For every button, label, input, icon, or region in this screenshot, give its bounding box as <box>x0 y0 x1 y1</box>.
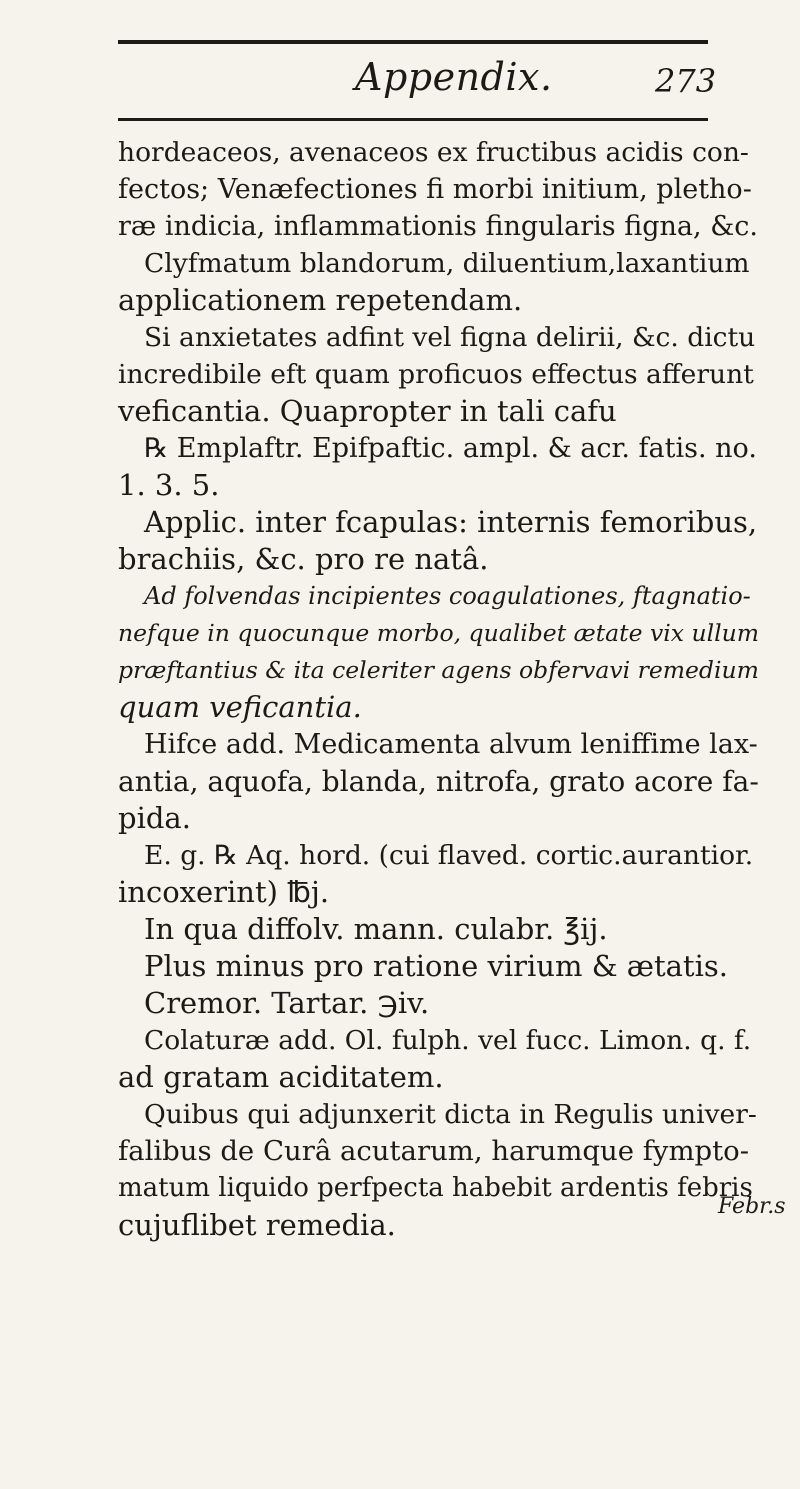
text-line: 1. 3. 5. <box>118 468 220 502</box>
header-rule-bottom <box>118 118 708 121</box>
page-number: 273 <box>655 62 717 100</box>
text-line: incredibile eft quam proficuos effectus afferunt <box>118 359 754 390</box>
text-line: applicationem repetendam. <box>118 283 523 317</box>
text-line: ræ indicia, inflammationis fingularis figna, &c. <box>118 211 758 242</box>
text-line: E. g. ℞ Aq. hord. (cui flaved. cortic.aurantior. <box>144 840 754 871</box>
header-rule-top <box>118 40 708 44</box>
text-line: ℞ Emplaftr. Epifpaftic. ampl. & acr. fatis. no. <box>144 433 757 464</box>
text-line: Clyfmatum blandorum, diluentium,laxantium <box>144 248 750 279</box>
text-line: fectos; Venæfectiones fi morbi initium, pletho- <box>118 174 752 205</box>
text-line: ad gratam aciditatem. <box>118 1060 444 1094</box>
text-line-italic: nefque in quocunque morbo, qualibet ætate vix ullum <box>118 619 760 647</box>
text-line: pida. <box>118 801 191 835</box>
running-head: Appendix. <box>355 55 553 99</box>
text-line: falibus de Curâ acutarum, harumque fympto- <box>118 1135 750 1167</box>
text-line: antia, aquofa, blanda, nitrofa, grato acore fa- <box>118 765 759 798</box>
text-line: brachiis, &c. pro re natâ. <box>118 542 489 576</box>
text-line: Cremor. Tartar. ℈iv. <box>144 986 430 1020</box>
text-line: Quibus qui adjunxerit dicta in Regulis univer- <box>144 1099 757 1130</box>
text-line-italic: præftantius & ita celeriter agens obfervavi remedium <box>118 656 759 684</box>
text-line-italic: Ad folvendas incipientes coagulationes, ftagnatio- <box>144 582 751 610</box>
text-line: Applic. inter fcapulas: internis femoribus, <box>144 505 758 539</box>
text-line: incoxerint) ℔j. <box>118 875 330 909</box>
text-line: Hifce add. Medicamenta alvum leniffime lax- <box>144 729 758 760</box>
text-line: Si anxietates adfint vel figna delirii, &c. dictu <box>144 322 756 353</box>
text-line: Colaturæ add. Ol. fulph. vel fucc. Limon. q. f. <box>144 1025 752 1056</box>
text-line: veficantia. Quapropter in tali cafu <box>118 394 617 428</box>
text-line: hordeaceos, avenaceos ex fructibus acidis con- <box>118 137 749 168</box>
text-line: In qua diffolv. mann. culabr. ℥ij. <box>144 912 608 946</box>
text-line: cujuflibet remedia. <box>118 1208 396 1242</box>
text-line-italic: quam veficantia. <box>118 690 362 724</box>
text-line: Plus minus pro ratione virium & ætatis. <box>144 949 728 983</box>
text-line: matum liquido perfpecta habebit ardentis febris <box>118 1173 753 1203</box>
catchword: Febr.s <box>718 1194 786 1219</box>
